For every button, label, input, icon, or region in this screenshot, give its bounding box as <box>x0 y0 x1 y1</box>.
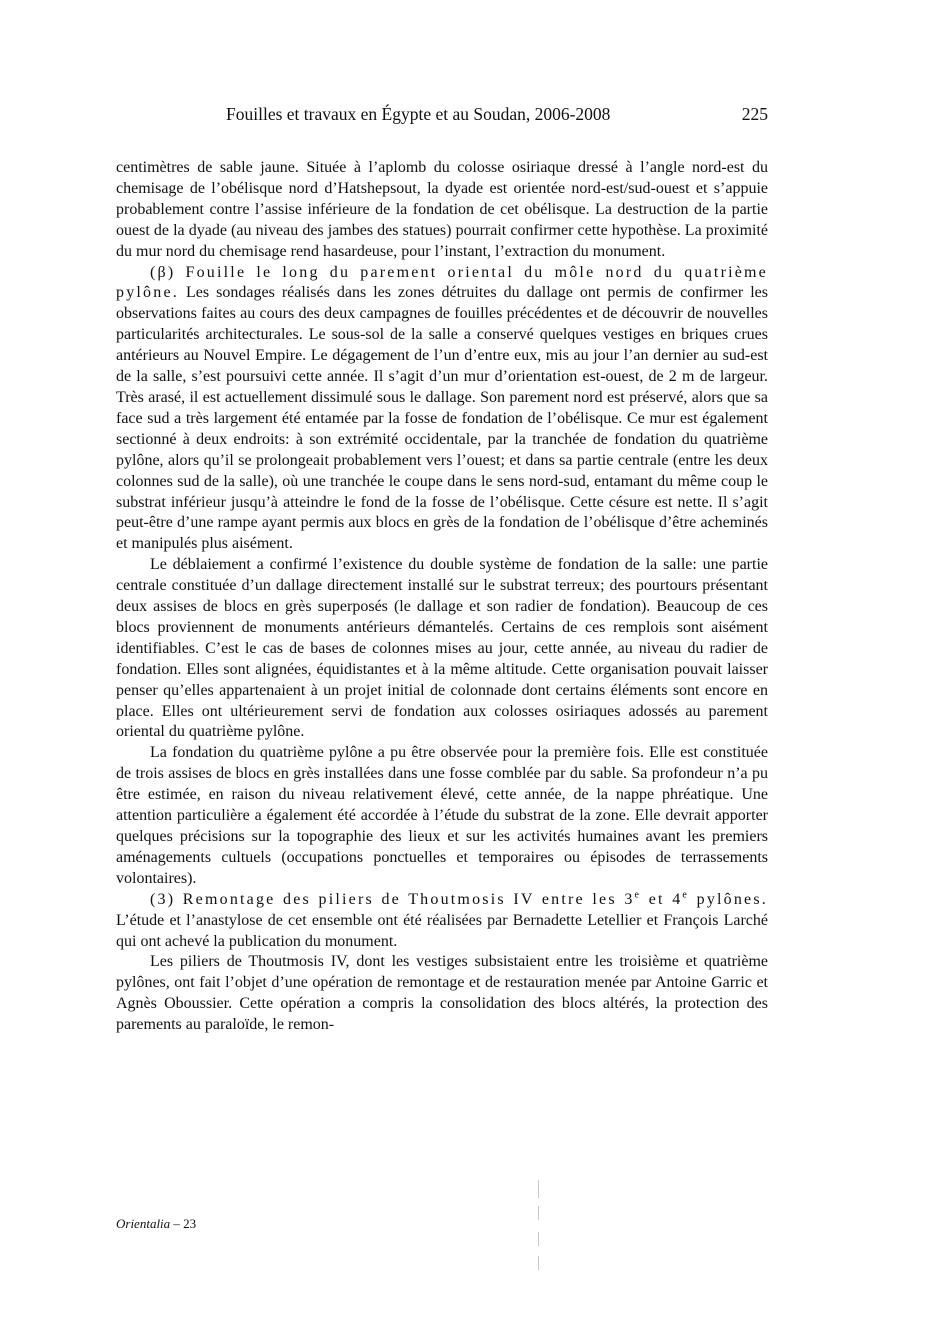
signature-mark <box>116 1216 196 1232</box>
running-title: Fouilles et travaux en Égypte et au Soudan, 2006-2008 <box>226 104 611 124</box>
paragraph-6: Les piliers de Thoutmosis IV, dont les vestiges subsistaient entre les troisième et quatrième pylônes, ont fait l’objet d’une opération de remontage et de restauration menée par Antoine Garric et Agnès Oboussier. Cette opération a compris la consolidation des blocs altérés, la protection des parements au paraloïde, le remon- <box>116 953 768 1034</box>
paragraph-4: La fondation du quatrième pylône a pu être observée pour la première fois. Elle est constituée de trois assises de blocs en grès installées dans une fosse comblée par du sable. Sa profondeur n’a pu être estimée, en raison du niveau relativement élevé, cette année, de la nappe phréatique. Une attention particulière a également été accordée à l’étude du substrat de la zone. Elle devrait apporter quelques précisions sur la topographie des lieux et sur les activités humaines avant les premiers aménagements cultuels (occupations ponctuelles et temporaires ou épisodes de terrassements volontaires). <box>116 744 768 887</box>
section-heading-beta: (β) Fouille le long du parement oriental du môle nord du quatrième pylône. <box>116 263 768 302</box>
section-heading-3-part-c: pylônes. <box>689 890 768 908</box>
scan-gutter-line <box>538 1206 539 1220</box>
paragraph-5 <box>116 890 768 953</box>
scan-gutter-line <box>538 1180 539 1198</box>
paragraph-5-text: L’étude et l’anastylose de cet ensemble ont été réalisées par Bernadette Letellier et François Larché qui ont achevé la publication du monument. <box>116 911 768 950</box>
section-heading-3 <box>150 891 768 908</box>
signature-separator: – <box>170 1216 184 1231</box>
page-number: 225 <box>741 104 768 124</box>
paragraph-3: Le déblaiement a confirmé l’existence du double système de fondation de la salle: une partie centrale constituée d’un dallage directement installé sur le substrat terreux; des pourtours présentant deux assises de blocs en grès superposés (le dallage et son radier de fondation). Beaucoup de ces blocs proviennent de monuments antérieurs démantelés. Certains de ces remplois sont aisément identifiables. C’est le cas de bases de colonnes mises au jour, cette année, au niveau du radier de fondation. Elles sont alignées, équidistantes et à la même altitude. Cette organisation pouvait laisser penser qu’elles appartenaient à un projet initial de colonnade dont certains éléments sont encore en place. Elles ont ultérieurement servi de fondation aux colosses osiriaques adossés au parement oriental du quatrième pylône. <box>116 556 768 741</box>
signature-sheet-number: 23 <box>183 1216 197 1231</box>
ordinal-sup-b: e <box>682 889 690 901</box>
signature-journal: Orientalia <box>116 1216 171 1231</box>
paragraph-2-text: Les sondages réalisés dans les zones détruites du dallage ont permis de confirmer les observations faites au cours des deux campagnes de fouilles précédentes et de découvrir de nouvelles particularités architecturales. Le sous-sol de la salle a conservé quelques vestiges en briques crues antérieurs au Nouvel Empire. Le dégagement de l’un d’entre eux, mis au jour l’an dernier au sud-est de la salle, s’est poursuivi cette année. Il s’agit d’un mur d’orientation est-ouest, de 2 m de largeur. Très arasé, il est actuellement dissimulé sous le dallage. Son parement nord est préservé, alors que sa face sud a très largement été entamée par la fosse de fondation de l’obélisque. Ce mur est également sectionné à deux endroits: à son extrémité occidentale, par la tranchée de fondation du quatrième pylône, alors qu’il se prolongeait probablement vers l’ouest; et dans sa partie centrale (entre les deux colonnes sud de la salle), où une tranchée le coupe dans le sens nord-sud, entamant du même coup le substrat inférieur jusqu’à atteindre le fond de la fosse de l’obélisque. Cette césure est nette. Il s’agit peut-être d’une rampe ayant permis aux blocs en grès de la fondation de l’obélisque d’être acheminés et manipulés plus aisément. <box>116 284 769 553</box>
section-heading-3-part-b: et 4 <box>641 890 683 908</box>
running-header <box>116 104 768 128</box>
scan-gutter-line <box>538 1256 539 1270</box>
paragraph-2 <box>116 263 768 556</box>
paragraph-1: centimètres de sable jaune. Située à l’aplomb du colosse osiriaque dressé à l’angle nord-est du chemisage de l’obélisque nord d’Hatshepsout, la dyade est orientée nord-est/sud-ouest et s’appuie probablement contre l’assise inférieure de la fondation de cet obélisque. La destruction de la partie ouest de la dyade (au niveau des jambes des statues) pourrait confirmer cette hypothèse. La proximité du mur nord du chemisage rend hasardeuse, pour l’instant, l’extraction du monument. <box>116 159 768 260</box>
body-text <box>116 158 768 1036</box>
ordinal-sup-a: e <box>634 889 642 901</box>
section-heading-3-part-a: (3) Remontage des piliers de Thoutmosis IV entre les 3 <box>150 890 635 908</box>
scan-gutter-line <box>538 1232 539 1246</box>
